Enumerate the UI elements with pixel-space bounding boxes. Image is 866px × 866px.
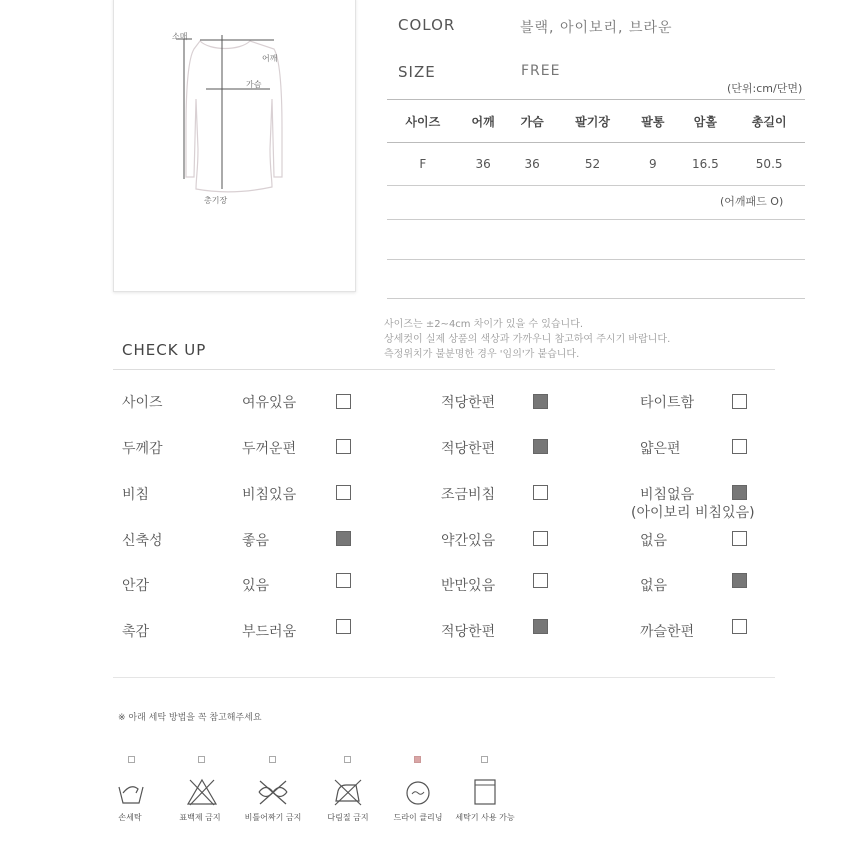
note-line: 사이즈는 ±2~4cm 차이가 있을 수 있습니다. xyxy=(384,319,584,330)
checkbox-checked[interactable] xyxy=(533,394,548,409)
divider xyxy=(387,259,805,260)
option-label: 반만있음 xyxy=(441,578,496,594)
option-label: 적당한편 xyxy=(441,624,496,640)
category-label: 사이즈 xyxy=(122,395,163,411)
no-iron-icon xyxy=(332,777,364,807)
option-label: 타이트함 xyxy=(640,395,695,411)
checkbox[interactable] xyxy=(336,573,351,588)
care-checkbox[interactable] xyxy=(128,756,135,763)
divider xyxy=(387,298,805,299)
label-chest: 가슴 xyxy=(246,80,262,89)
option-label: 약간있음 xyxy=(441,533,496,549)
option-label: 조금비침 xyxy=(441,487,496,503)
note-line: 상세컷이 실제 상품의 색상과 가까우니 참고하여 주시기 바랍니다. xyxy=(384,334,671,345)
checkup-title: CHECK UP xyxy=(122,341,207,359)
checkbox[interactable] xyxy=(732,531,747,546)
option-label: 적당한편 xyxy=(441,441,496,457)
care-label: 손세탁 xyxy=(118,813,142,822)
table-cell: 36 xyxy=(459,143,508,186)
garment-diagram-box xyxy=(113,0,356,292)
option-label: 없음 xyxy=(640,578,668,594)
table-cell: 36 xyxy=(508,143,557,186)
no-wring-icon xyxy=(256,777,290,807)
unit-note: (단위:cm/단면) xyxy=(727,82,803,95)
table-header-cell: 총길이 xyxy=(733,100,805,143)
option-label: 부드러움 xyxy=(242,624,297,640)
washing-machine-icon xyxy=(472,777,498,807)
table-header-cell: 팔기장 xyxy=(557,100,629,143)
size-table xyxy=(387,99,805,186)
no-bleach-icon xyxy=(186,777,218,807)
table-header-cell: 어깨 xyxy=(459,100,508,143)
option-label: 있음 xyxy=(242,578,270,594)
care-checkbox[interactable] xyxy=(481,756,488,763)
option-label: 적당한편 xyxy=(441,395,496,411)
checkbox[interactable] xyxy=(533,531,548,546)
divider xyxy=(113,369,775,370)
care-title: ※ 아래 세탁 방법을 꼭 참고해주세요 xyxy=(118,713,262,723)
checkbox[interactable] xyxy=(336,394,351,409)
shirt-measure-diagram xyxy=(114,0,355,291)
category-label: 두께감 xyxy=(122,441,163,457)
note-line: 측정위치가 불분명한 경우 '임의'가 붙습니다. xyxy=(384,349,580,360)
table-cell: 52 xyxy=(557,143,629,186)
size-label: SIZE xyxy=(398,63,436,81)
checkbox[interactable] xyxy=(533,485,548,500)
checkbox[interactable] xyxy=(732,439,747,454)
table-cell: F xyxy=(387,143,459,186)
option-label: 없음 xyxy=(640,533,668,549)
option-label: 좋음 xyxy=(242,533,270,549)
care-checkbox-checked[interactable] xyxy=(414,756,421,763)
care-label: 세탁기 사용 가능 xyxy=(455,813,515,822)
care-checkbox[interactable] xyxy=(269,756,276,763)
checkbox[interactable] xyxy=(732,619,747,634)
option-label: 여유있음 xyxy=(242,395,297,411)
checkbox[interactable] xyxy=(336,439,351,454)
checkbox[interactable] xyxy=(336,485,351,500)
checkbox[interactable] xyxy=(732,394,747,409)
dry-clean-icon xyxy=(404,779,432,807)
category-label: 안감 xyxy=(122,578,150,594)
category-label: 촉감 xyxy=(122,624,150,640)
option-label: 비침있음 xyxy=(242,487,297,503)
option-label: 두꺼운편 xyxy=(242,441,297,457)
care-checkbox[interactable] xyxy=(344,756,351,763)
checkbox[interactable] xyxy=(533,573,548,588)
checkbox-checked[interactable] xyxy=(533,439,548,454)
size-notes xyxy=(384,317,670,362)
label-shoulder: 어깨 xyxy=(262,54,278,63)
checkbox-checked[interactable] xyxy=(732,573,747,588)
label-total-length: 총기장 xyxy=(204,196,228,205)
table-cell: 9 xyxy=(628,143,677,186)
ivory-sheer-note: (아이보리 비침있음) xyxy=(631,505,755,521)
table-cell: 50.5 xyxy=(733,143,805,186)
checkbox-checked[interactable] xyxy=(732,485,747,500)
color-label: COLOR xyxy=(398,16,456,34)
divider xyxy=(387,219,805,220)
checkbox-checked[interactable] xyxy=(336,531,351,546)
care-label: 다림질 금지 xyxy=(327,813,369,822)
care-checkbox[interactable] xyxy=(198,756,205,763)
table-header-cell: 가슴 xyxy=(508,100,557,143)
checkbox[interactable] xyxy=(336,619,351,634)
divider xyxy=(113,677,775,678)
care-label: 드라이 클리닝 xyxy=(393,813,443,822)
care-label: 표백제 금지 xyxy=(179,813,221,822)
shoulder-pad-note: (어깨패드 O) xyxy=(720,195,784,208)
option-label: 얇은편 xyxy=(640,441,681,457)
category-label: 비침 xyxy=(122,487,150,503)
checkbox-checked[interactable] xyxy=(533,619,548,634)
table-header-cell: 암홀 xyxy=(677,100,733,143)
care-label: 비틀어짜기 금지 xyxy=(244,813,302,822)
table-header-cell: 사이즈 xyxy=(387,100,459,143)
hand-wash-icon xyxy=(116,777,146,807)
category-label: 신축성 xyxy=(122,533,163,549)
color-value: 블랙, 아이보리, 브라운 xyxy=(520,20,673,36)
table-row xyxy=(387,143,805,186)
size-value: FREE xyxy=(521,63,561,79)
option-label: 비침없음 xyxy=(640,487,695,503)
option-label: 까슬한편 xyxy=(640,624,695,640)
label-sleeve: 소매 xyxy=(172,32,188,41)
table-header-cell: 팔통 xyxy=(628,100,677,143)
table-cell: 16.5 xyxy=(677,143,733,186)
size-table-header xyxy=(387,100,805,143)
